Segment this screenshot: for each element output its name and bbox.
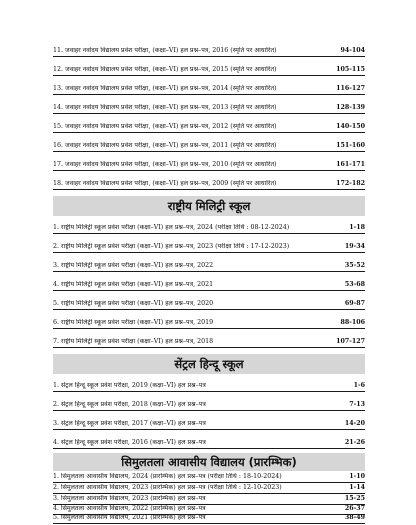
toc-row <box>53 117 365 133</box>
toc-row <box>53 414 365 430</box>
toc-entry-pages: 14-20 <box>344 420 365 427</box>
toc-entry-title: 3. सेंट्रल हिन्दू स्कूल प्रवेश परीक्षा, 2017 (कक्षा–VI) हल प्रश्न–पत्र <box>53 420 206 427</box>
toc-entry-pages: 116-127 <box>336 85 365 92</box>
toc-entry-title: 3. सिमुलतला आवासीय विद्यालय, 2023 (प्रारम्भिक) हल प्रश्न–पत्र <box>53 495 206 502</box>
toc-row <box>53 174 365 190</box>
toc-row <box>53 60 365 76</box>
toc-entry-title: 2. सिमुलतला आवासीय विद्यालय, 2023 (प्रारम्भिक) हल प्रश्न–पत्र (परीक्षा तिथि : 12-10-2023) <box>53 484 282 491</box>
toc-row <box>53 332 365 348</box>
toc-entry-title: 13. जवाहर नवोदय विद्यालय प्रवेश परीक्षा, (कक्षा–VI) हल प्रश्न–पत्र, 2014 (स्मृति पर आधारित) <box>53 85 277 92</box>
toc-row <box>53 155 365 171</box>
toc-entry-title: 5. राष्ट्रीय मिलिट्री स्कूल प्रवेश परीक्षा (कक्षा–VI) हल प्रश्न–पत्र, 2020 <box>53 300 214 307</box>
toc-entry-title: 3. राष्ट्रीय मिलिट्री स्कूल प्रवेश परीक्षा (कक्षा–VI) हल प्रश्न–पत्र, 2022 <box>53 262 214 269</box>
toc-entry-title: 2. सेंट्रल हिन्दू स्कूल प्रवेश परीक्षा, 2018 (कक्षा–VI) हल प्रश्न–पत्र <box>53 401 206 408</box>
toc-row <box>53 79 365 95</box>
toc-row <box>53 376 365 392</box>
toc-row <box>53 483 365 494</box>
toc-row <box>53 313 365 329</box>
toc-entry-title: 17. जवाहर नवोदय विद्यालय प्रवेश परीक्षा, (कक्षा–VI) हल प्रश्न–पत्र, 2010 (स्मृति पर आधारित) <box>53 161 277 168</box>
toc-entry-pages: 69-87 <box>344 300 365 307</box>
toc-entry-title: 4. सेंट्रल हिन्दू स्कूल प्रवेश परीक्षा, 2016 (कक्षा–VI) हल प्रश्न–पत्र <box>53 439 206 446</box>
toc-entry-title: 15. जवाहर नवोदय विद्यालय प्रवेश परीक्षा, (कक्षा–VI) हल प्रश्न–पत्र, 2012 (स्मृति पर आधारित) <box>53 123 277 130</box>
toc-entry-pages: 140-150 <box>336 123 365 130</box>
toc-entry-title: 1. सेंट्रल हिन्दू स्कूल प्रवेश परीक्षा, 2019 (कक्षा–VI) हल प्रश्न–पत्र <box>53 382 206 389</box>
toc-entry-pages: 35-52 <box>344 262 365 269</box>
toc-entry-title: 14. जवाहर नवोदय विद्यालय प्रवेश परीक्षा, (कक्षा–VI) हल प्रश्न–पत्र, 2013 (स्मृति पर आधारित) <box>53 104 277 111</box>
toc-row <box>53 471 365 483</box>
toc-entry-pages: 172-182 <box>336 180 365 187</box>
toc-row <box>53 218 365 234</box>
toc-entry-title: 4. सिमुलतला आवासीय विद्यालय, 2022 (प्रारम्भिक) हल प्रश्न–पत्र <box>53 505 206 512</box>
toc-entry-pages: 1-18 <box>349 224 365 231</box>
toc-entry-pages: 107-127 <box>336 338 365 345</box>
toc-entry-title: 16. जवाहर नवोदय विद्यालय प्रवेश परीक्षा, (कक्षा–VI) हल प्रश्न–पत्र, 2011 (स्मृति पर आधारित) <box>53 142 277 149</box>
toc-entry-title: 1. राष्ट्रीय मिलिट्री स्कूल प्रवेश परीक्षा (कक्षा–VI) हल प्रश्न–पत्र, 2024 (परीक्षा तिथि : 08-12-2024) <box>53 224 290 231</box>
section-heading-simultala <box>53 453 365 471</box>
toc-entry-pages: 38-49 <box>344 514 365 521</box>
toc-row <box>53 275 365 291</box>
toc-row <box>53 515 365 524</box>
section-heading-military <box>53 196 365 216</box>
toc-entry-title: 11. जवाहर नवोदय विद्यालय प्रवेश परीक्षा, (कक्षा–VI) हल प्रश्न–पत्र, 2016 (स्मृति पर आधारित) <box>53 47 277 54</box>
toc-entry-title: 18. जवाहर नवोदय विद्यालय प्रवेश परीक्षा, (कक्षा–VI) हल प्रश्न–पत्र, 2009 (स्मृति पर आधारित) <box>53 180 277 187</box>
toc-row <box>53 395 365 411</box>
toc-row <box>53 136 365 152</box>
toc-entry-pages: 105-115 <box>336 66 365 73</box>
toc-entry-title: 12. जवाहर नवोदय विद्यालय प्रवेश परीक्षा, (कक्षा–VI) हल प्रश्न–पत्र, 2015 (स्मृति पर आधारित) <box>53 66 277 73</box>
section-heading-text: राष्ट्रीय मिलिट्री स्कूल <box>167 198 251 213</box>
toc-entry-pages: 128-139 <box>336 104 365 111</box>
section-heading-central-hindu <box>53 354 365 374</box>
toc-row <box>53 494 365 505</box>
toc-entry-pages: 26-37 <box>344 505 365 512</box>
toc-entry-pages: 1-10 <box>349 473 365 480</box>
toc-entry-pages: 1-6 <box>353 382 365 389</box>
toc-entry-pages: 15-25 <box>344 495 365 502</box>
toc-entry-title: 2. राष्ट्रीय मिलिट्री स्कूल प्रवेश परीक्षा (कक्षा–VI) हल प्रश्न–पत्र, 2023 (परीक्षा तिथि : 17-12-2023) <box>53 243 290 250</box>
toc-entry-pages: 19-34 <box>344 243 365 250</box>
toc-row <box>53 237 365 253</box>
toc-entry-pages: 94-104 <box>340 47 365 54</box>
toc-entry-title: 4. राष्ट्रीय मिलिट्री स्कूल प्रवेश परीक्षा (कक्षा–VI) हल प्रश्न–पत्र, 2021 <box>53 281 214 288</box>
toc-entry-title: 7. राष्ट्रीय मिलिट्री स्कूल प्रवेश परीक्षा (कक्षा–VI) हल प्रश्न–पत्र, 2018 <box>53 338 214 345</box>
toc-entry-title: 6. राष्ट्रीय मिलिट्री स्कूल प्रवेश परीक्षा (कक्षा–VI) हल प्रश्न–पत्र, 2019 <box>53 319 214 326</box>
toc-entry-title: 1. सिमुलतला आवासीय विद्यालय, 2024 (प्रारम्भिक) हल प्रश्न–पत्र (परीक्षा तिथि : 18-10-2024) <box>53 473 282 480</box>
toc-entry-pages: 7-13 <box>349 401 365 408</box>
toc-entry-pages: 151-160 <box>336 142 365 149</box>
toc-row <box>53 256 365 272</box>
toc-row <box>53 433 365 449</box>
toc-entry-pages: 21-26 <box>344 439 365 446</box>
toc-row <box>53 294 365 310</box>
section-heading-text: सिमुलतला आवासीय विद्यालय (प्रारम्भिक) <box>121 454 297 469</box>
toc-entry-pages: 1-14 <box>349 484 365 491</box>
toc-entry-pages: 53-68 <box>344 281 365 288</box>
toc-row <box>53 98 365 114</box>
section-heading-text: सेंट्रल हिन्दू स्कूल <box>174 356 244 371</box>
toc-entry-pages: 88-106 <box>340 319 365 326</box>
toc-row <box>53 41 365 57</box>
toc-entry-title: 5. सिमुलतला आवासीय विद्यालय, 2021 (प्रारम्भिक) हल प्रश्न–पत्र <box>53 514 206 521</box>
toc-entry-pages: 161-171 <box>336 161 365 168</box>
